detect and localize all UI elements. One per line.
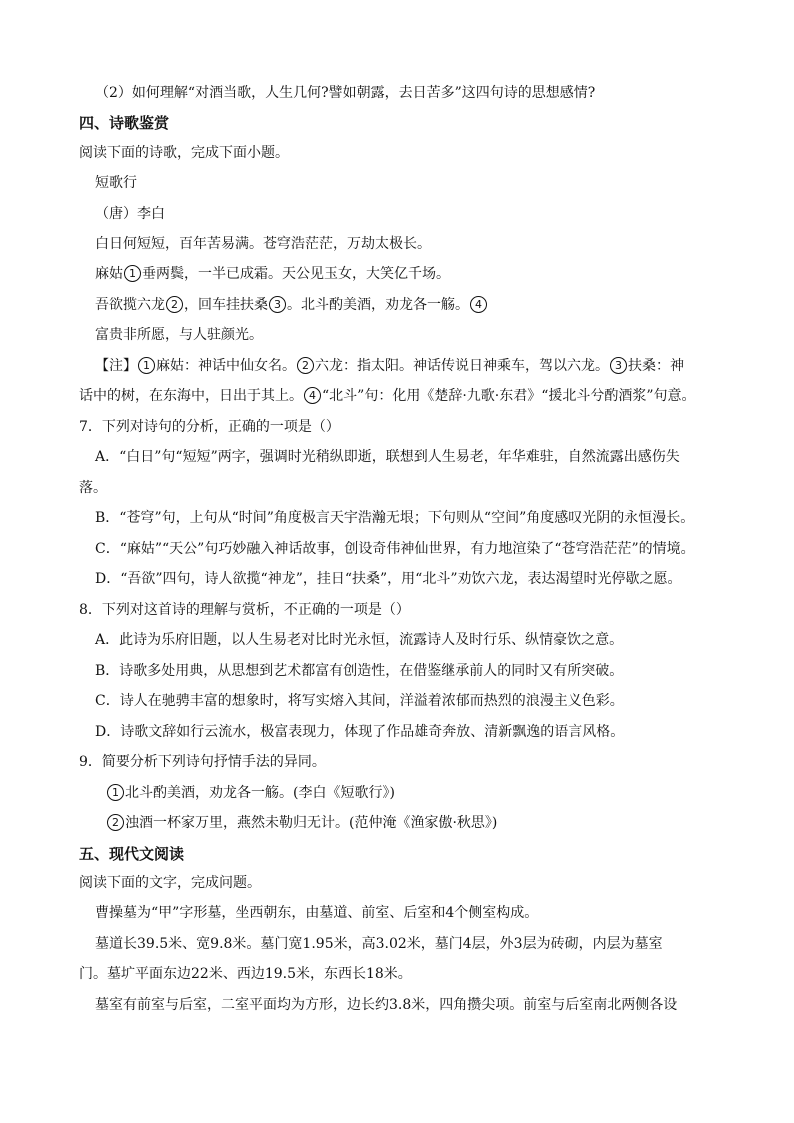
note-marker-3: 3 xyxy=(610,357,627,374)
note-marker-1: 1 xyxy=(138,357,155,374)
question-7: 7．下列对诗句的分析，正确的一项是（） xyxy=(79,419,340,435)
footnote-marker-1: 1 xyxy=(124,265,141,282)
question-9: 9．简要分析下列诗句抒情手法的异同。 xyxy=(79,754,326,770)
poem-line-3-part-c: 。北斗酌美酒，劝龙各一觞。 xyxy=(287,297,469,313)
poem-author: （唐）李白 xyxy=(95,206,165,222)
question-8-option-a: A．此诗为乐府旧题，以人生易老对比时光永恒，流露诗人及时行乐、纵情豪饮之意。 xyxy=(95,632,624,648)
footnote-marker-2: 2 xyxy=(166,296,183,313)
question-7-option-d: D．“吾欲”四句，诗人欲揽“神龙”，挂日“扶桑”，用“北斗”劝饮六龙，表达渴望时光停歇之愿。 xyxy=(95,571,682,587)
paragraph-2-line-1: 墓道长39.5米、宽9.8米。墓门宽1.95米，高3.02米，墓门4层，外3层为砖砌，内层为墓室 xyxy=(95,936,663,952)
poem-line-4: 富贵非所愿，与人驻颜光。 xyxy=(95,327,263,343)
question-9-item-1-text: 北斗酌美酒，劝龙各一觞。(李白《短歌行》) xyxy=(125,785,395,801)
item-marker-1: 1 xyxy=(107,784,124,801)
poem-line-2-start: 麻姑 xyxy=(95,266,123,282)
question-7-option-a-line-2: 落。 xyxy=(79,480,107,496)
section-5-intro: 阅读下面的文字，完成问题。 xyxy=(79,875,261,891)
question-8-option-d: D．诗歌文辞如行云流水，极富表现力，体现了作品雄奇奔放、清新飘逸的语言风格。 xyxy=(95,724,625,740)
question-7-option-a-line-1: A．“白日”句“短短”两字，强调时光稍纵即逝，联想到人生易老，年华难驻，自然流露出感伤失 xyxy=(95,449,680,465)
question-8-option-b: B．诗歌多处用典，从思想到艺术都富有创造性，在借鉴继承前人的同时又有所突破。 xyxy=(95,663,624,679)
question-9-item-2-text: 浊酒一杯家万里，燕然未勒归无计。(范仲淹《渔家傲·秋思》) xyxy=(125,815,498,831)
note-4-text: “北斗”句：化用《楚辞·九歌·东君》“援北斗兮酌酒浆”句意。 xyxy=(322,388,696,404)
note-1-text: 麻姑：神话中仙女名。 xyxy=(156,358,296,374)
question-6-2: （2）如何理解“对酒当歌，人生几何?譬如朝露，去日苦多”这四句诗的思想感情? xyxy=(95,85,596,101)
question-7-option-c: C．“麻姑”“天公”句巧妙融入神话故事，创设奇伟神仙世界，有力地渲染了“苍穹浩茫茫”的情境。 xyxy=(95,541,695,557)
note-label: 【注】 xyxy=(95,358,137,374)
note-3-text-cont: 话中的树，在东海中，日出于其上。 xyxy=(79,388,303,404)
footnote-marker-4: 4 xyxy=(470,296,487,313)
note-marker-4: 4 xyxy=(304,387,321,404)
poem-line-3-part-b: ，回车挂扶桑 xyxy=(184,297,268,313)
poem-line-2 xyxy=(95,265,450,283)
poem-line-2-end: 垂两鬓，一半已成霜。天公见玉女，大笑亿千场。 xyxy=(142,266,450,282)
question-9-item-2 xyxy=(106,814,497,832)
section-4-intro: 阅读下面的诗歌，完成下面小题。 xyxy=(79,145,289,161)
section-5-title: 五、现代文阅读 xyxy=(79,845,185,863)
note-line-2 xyxy=(79,387,696,405)
section-4-title: 四、诗歌鉴赏 xyxy=(79,114,170,132)
note-marker-2: 2 xyxy=(297,357,314,374)
poem-line-3-part-a: 吾欲揽六龙 xyxy=(95,297,165,313)
paragraph-1: 曹操墓为“甲”字形墓，坐西朝东，由墓道、前室、后室和4个侧室构成。 xyxy=(95,905,539,921)
question-8: 8．下列对这首诗的理解与赏析，不正确的一项是（） xyxy=(79,602,410,618)
question-9-item-1 xyxy=(106,784,395,802)
paragraph-2-line-2: 门。墓圹平面东边22米、西边19.5米，东西长18米。 xyxy=(79,966,412,982)
item-marker-2: 2 xyxy=(107,814,124,831)
note-3-text: 扶桑：神 xyxy=(628,358,684,374)
question-8-option-c: C．诗人在驰骋丰富的想象时，将写实熔入其间，洋溢着浓郁而热烈的浪漫主义色彩。 xyxy=(95,693,624,709)
paragraph-3: 墓室有前室与后室，二室平面均为方形，边长约3.8米，四角攒尖项。前室与后室南北两侧各设 xyxy=(95,997,678,1013)
note-2-text: 六龙：指太阳。神话传说日神乘车，驾以六龙。 xyxy=(315,358,609,374)
question-7-option-b: B．“苍穹”句，上句从“时间”角度极言天宇浩瀚无垠；下句则从“空间”角度感叹光阴的永恒漫长。 xyxy=(95,510,695,526)
note-line-1 xyxy=(95,357,684,375)
poem-line-1: 白日何短短，百年苦易满。苍穹浩茫茫，万劫太极长。 xyxy=(95,236,431,252)
footnote-marker-3: 3 xyxy=(269,296,286,313)
poem-title: 短歌行 xyxy=(95,175,137,191)
poem-line-3 xyxy=(95,296,488,314)
